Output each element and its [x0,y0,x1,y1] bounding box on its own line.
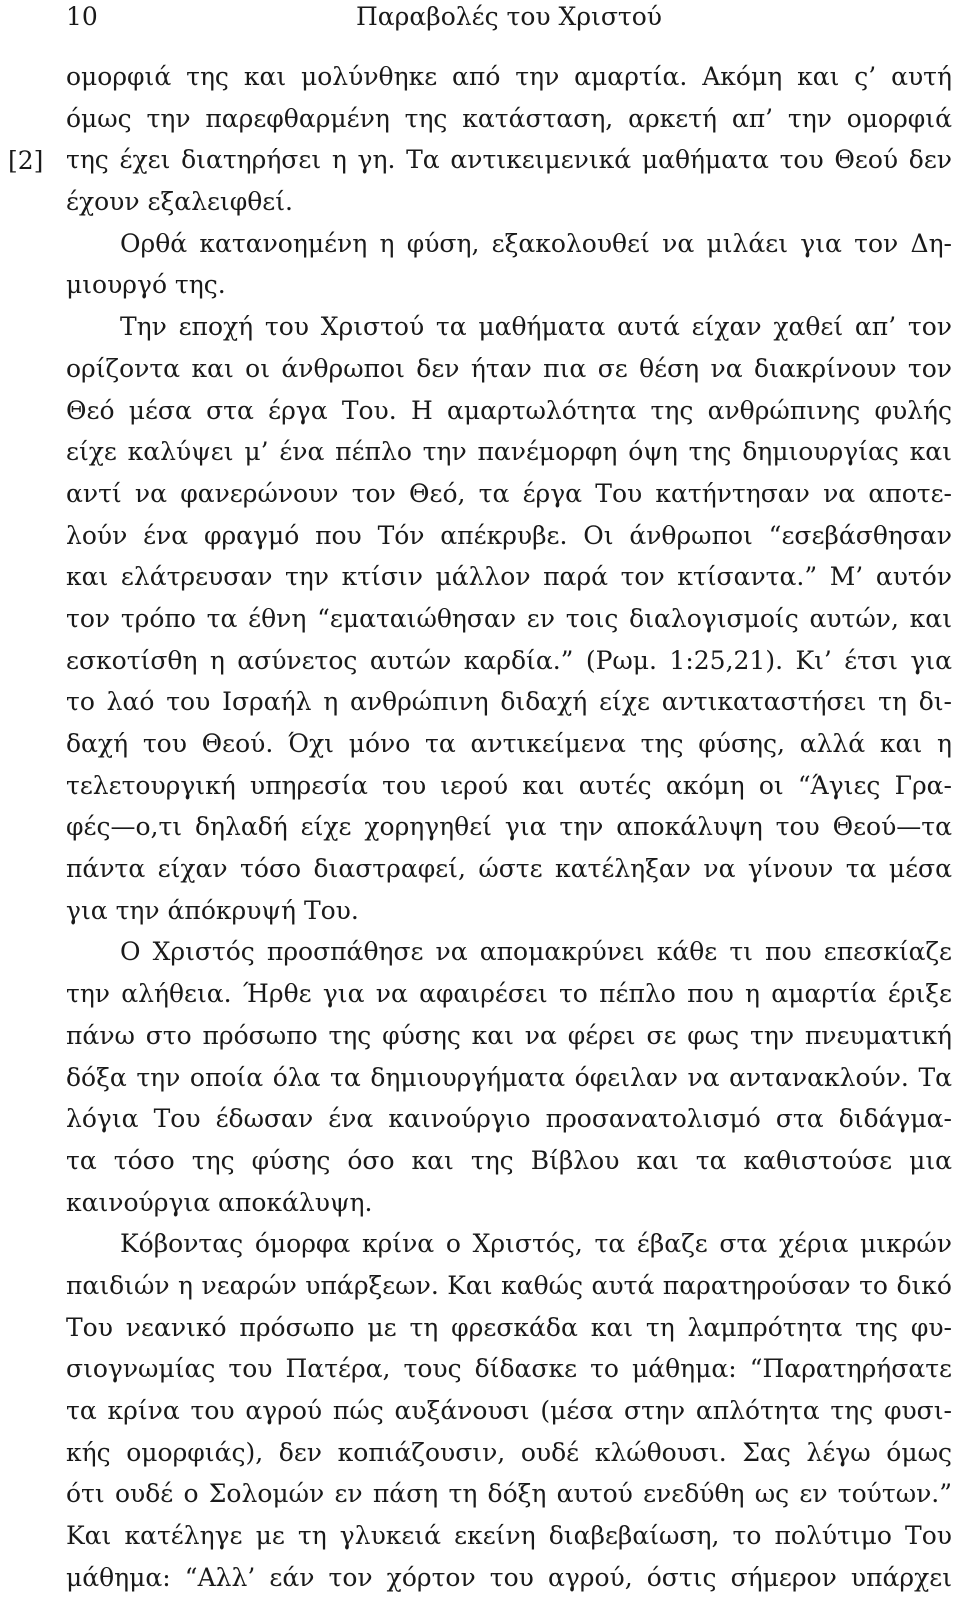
text-line: Θεό μέσα στα έργα Του. Η αμαρτωλότητα της ανθρώπινης φυλής [66,395,952,425]
text-line: Του νεανικό πρόσωπο με τη φρεσκάδα και τη λαμπρότητα της φυ- [66,1312,952,1342]
text-line: μιουργό της. [66,270,226,300]
text-line: έχουν εξαλειφθεί. [66,187,293,217]
text-line: το λαό του Ισραήλ η ανθρώπινη διδαχή είχε αντικαταστήσει τη δι- [66,687,952,717]
text-line: σιογνωμίας του Πατέρα, τους δίδασκε το μάθημα: “Παρατηρήσατε [66,1354,952,1384]
text-line: Ο Χριστός προσπάθησε να απομακρύνει κάθε τι που επεσκίαζε [120,937,952,967]
text-line: όμως την παρεφθαρμένη της κατάσταση, αρκετή απ’ την ομορφιά [66,103,952,133]
text-line: καινούργια αποκάλυψη. [66,1187,373,1217]
text-line: φές—ο,τι δηλαδή είχε χορηγηθεί για την αποκάλυψη του Θεού—τα [66,812,952,842]
text-line: παιδιών η νεαρών υπάρξεων. Και καθώς αυτά παρατηρούσαν το δικό [66,1270,952,1300]
text-line: της έχει διατηρήσει η γη. Τα αντικειμενικά μαθήματα του Θεού δεν [66,145,952,175]
text-line: Και κατέληγε με τη γλυκειά εκείνη διαβεβαίωση, το πολύτιμο Του [66,1521,952,1551]
text-line: αντί να φανερώνουν τον Θεό, τα έργα Του κατήντησαν να αποτε- [66,478,952,508]
text-line: λόγια Του έδωσαν ένα καινούργιο προσανατολισμό στα διδάγμα- [66,1104,952,1134]
body-text [66,56,952,1598]
margin-reference: [2] [8,146,44,175]
text-line: Ορθά κατανοημένη η φύση, εξακολουθεί να μιλάει για τον Δη- [120,228,952,258]
running-head: Παραβολές του Χριστού [356,2,662,31]
text-line: μάθημα: “Αλλ’ εάν τον χόρτον του αγρού, όστις σήμερον υπάρχει [66,1562,952,1592]
text-line: ομορφιά της και μολύνθηκε από την αμαρτία. Ακόμη και ς’ αυτή [66,62,952,91]
text-line: Την εποχή του Χριστού τα μαθήματα αυτά είχαν χαθεί απ’ τον [120,312,952,342]
page-header [66,0,952,40]
text-line: τελετουργική υπηρεσία του ιερού και αυτές ακόμη οι “Άγιες Γρα- [66,770,952,800]
text-line: Κόβοντας όμορφα κρίνα ο Χριστός, τα έβαζε στα χέρια μικρών [120,1229,952,1259]
text-line: κής ομορφιάς), δεν κοπιάζουσιν, ουδέ κλώθουσι. Σας λέγω όμως [66,1437,952,1467]
text-line: ορίζοντα και οι άνθρωποι δεν ήταν πια σε θέση να διακρίνουν τον [66,353,952,383]
text-line: πάνω στο πρόσωπο της φύσης και να φέρει σε φως την πνευματική [66,1020,952,1050]
text-line: ότι ουδέ ο Σολομών εν πάση τη δόξη αυτού ενεδύθη ως εν τούτων.” [66,1479,952,1509]
text-line: είχε καλύψει μ’ ένα πέπλο την πανέμορφη όψη της δημιουργίας και [66,437,952,467]
text-line: λούν ένα φραγμό που Τόν απέκρυβε. Οι άνθρωποι “εσεβάσθησαν [66,520,952,550]
text-line: για την άπόκρυψή Του. [66,895,359,925]
text-line: τον τρόπο τα έθνη “εματαιώθησαν εν τοις διαλογισμοίς αυτών, και [66,603,952,633]
text-line: την αλήθεια. Ήρθε για να αφαιρέσει το πέπλο που η αμαρτία έριξε [66,979,952,1009]
text-line: και ελάτρευσαν την κτίσιν μάλλον παρά τον κτίσαντα.” Μ’ αυτόν [66,562,952,592]
text-line: τα τόσο της φύσης όσο και της Βίβλου και τα καθιστούσε μια [66,1145,952,1175]
text-line: εσκοτίσθη η ασύνετος αυτών καρδία.” (Ρωμ. 1:25,21). Κι’ έτσι για [66,645,952,675]
text-line: δόξα την οποία όλα τα δημιουργήματα όφειλαν να αντανακλούν. Τα [66,1062,952,1092]
page-number: 10 [66,2,98,31]
text-line: πάντα είχαν τόσο διαστραφεί, ώστε κατέληξαν να γίνουν τα μέσα [66,854,952,884]
text-line: δαχή του Θεού. Όχι μόνο τα αντικείμενα της φύσης, αλλά και η [66,729,952,758]
text-line: τα κρίνα του αγρού πώς αυξάνουσι (μέσα στην απλότητα της φυσι- [66,1396,952,1425]
